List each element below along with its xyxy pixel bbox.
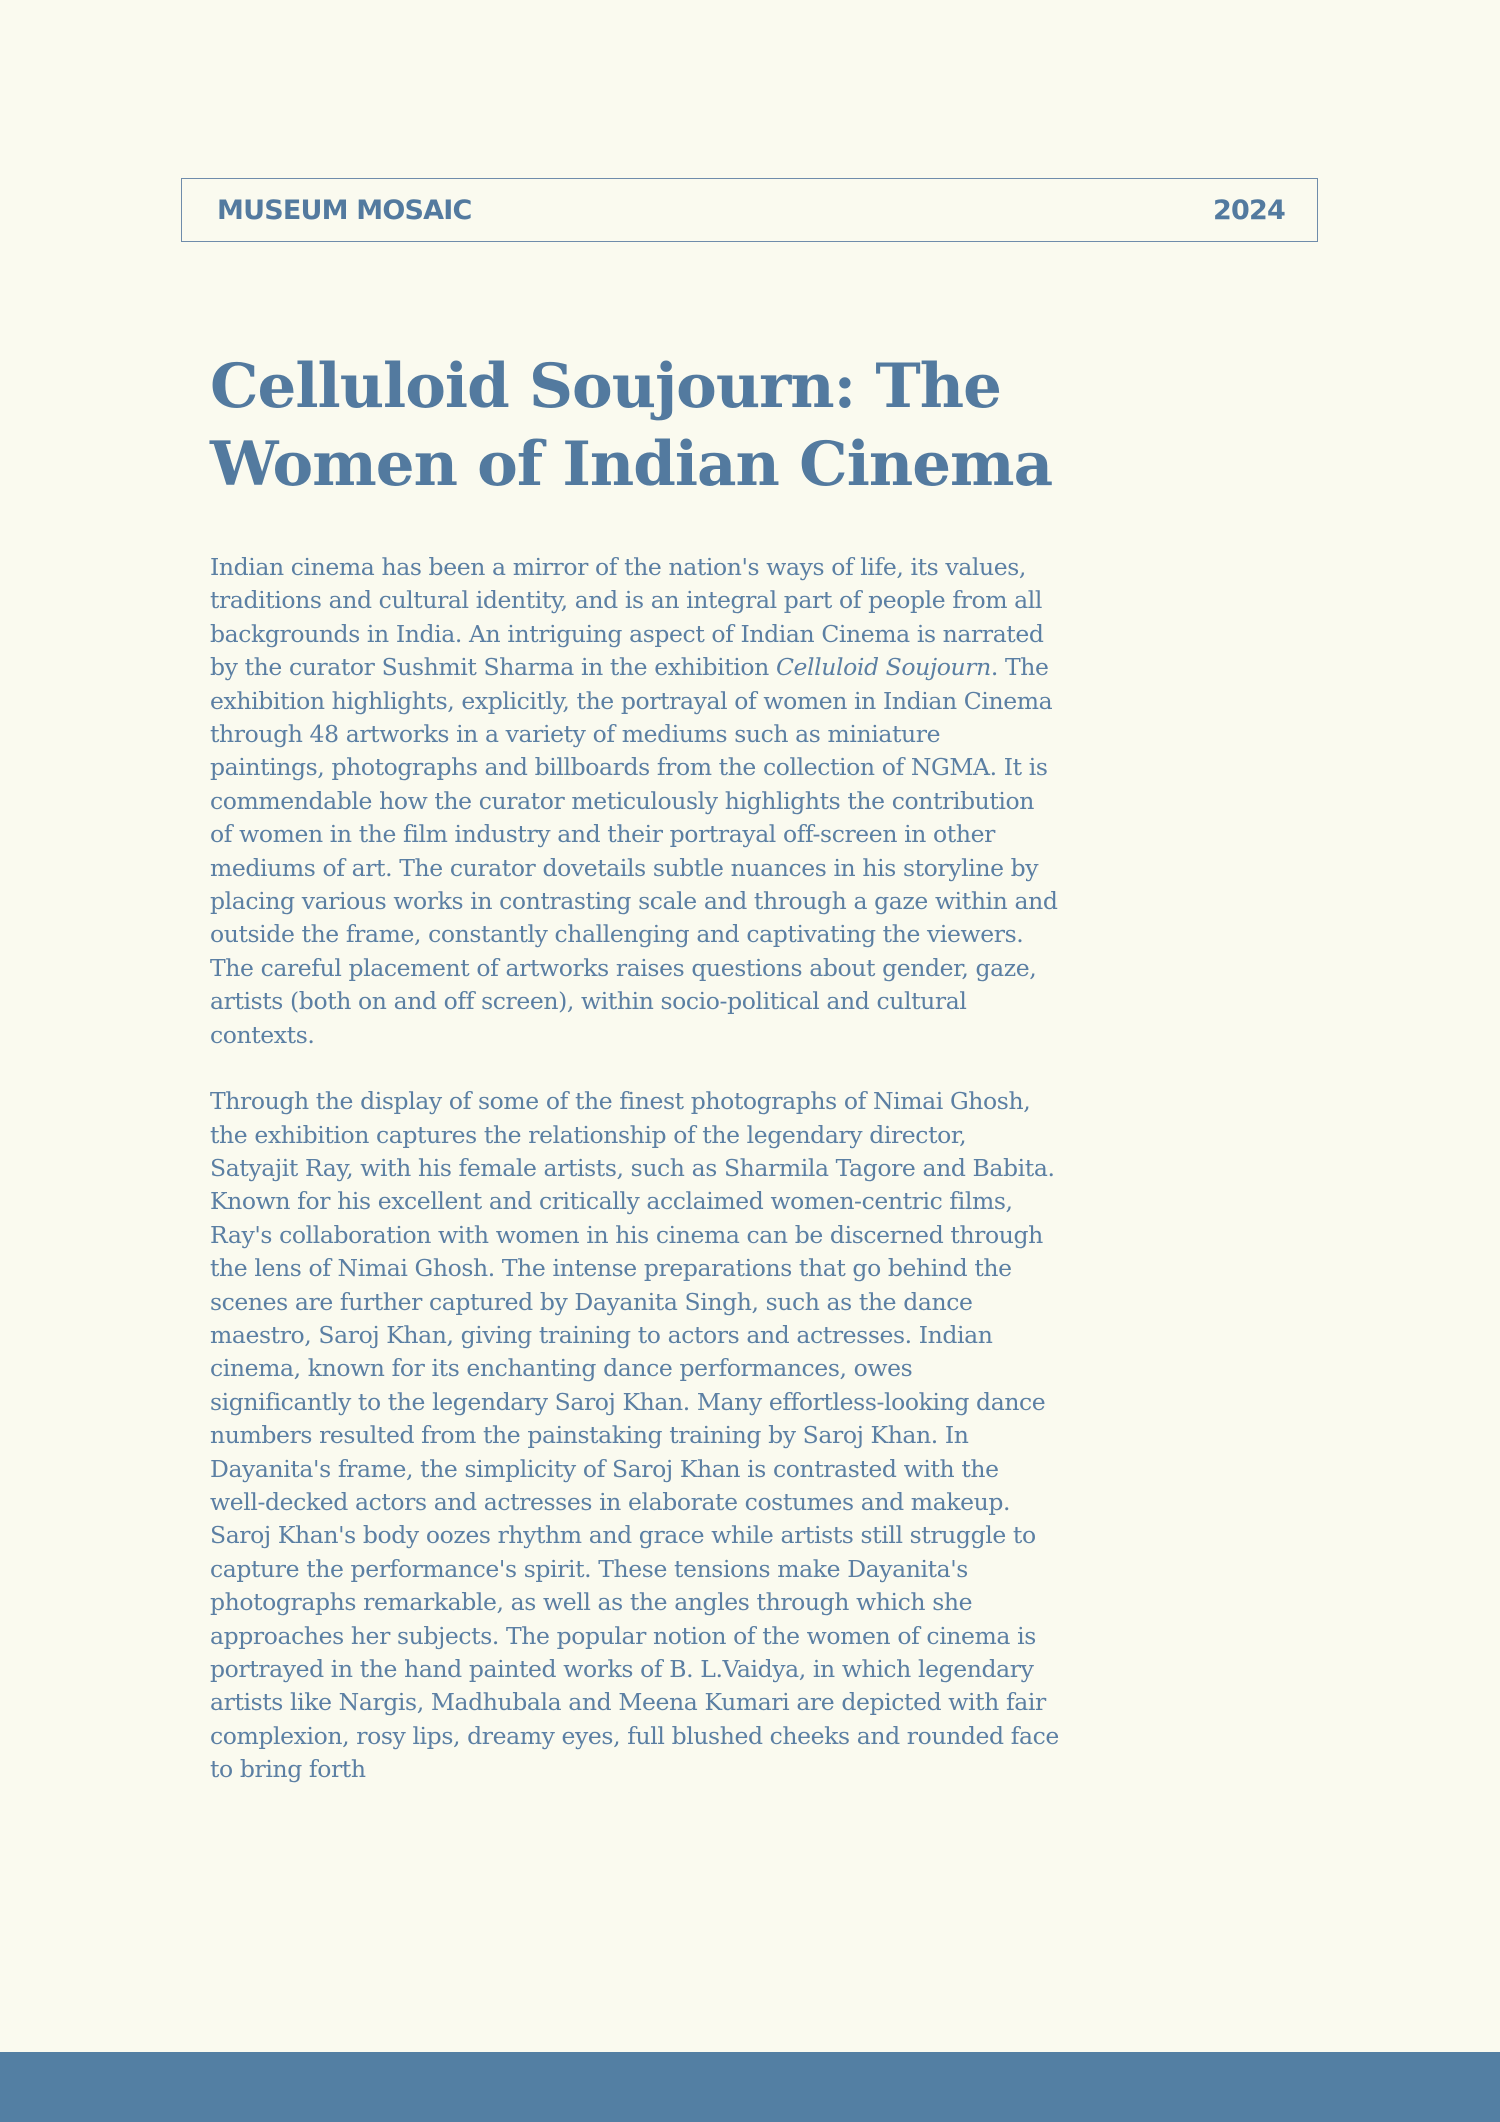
paragraph-1-text-b: . The exhibition highlights, explicitly, the portrayal of women in Indian Cinema through 48 artworks in a variety of mediums such as miniature paintings, photographs and billboards from the collection of NGMA. It is commendable how the curator meticulously highlights the contribution of women in the film industry and their portrayal off-screen in other mediums of art. The curator dovetails subtle nuances in his storyline by placing various works in contrasting scale and through a gaze within and outside the frame, constantly challenging and captivating the viewers. The careful placement of artworks raises questions about gender, gaze, artists (both on and off screen), within socio-political and cultural contexts. [210, 653, 1058, 1049]
footer-bar [0, 2052, 1500, 2122]
exhibition-name: Celluloid Soujourn [775, 653, 991, 682]
paragraph-2: Through the display of some of the finest photographs of Nimai Ghosh, the exhibition captures the relationship of the legendary director, Satyajit Ray, with his female artists, such as Sharmila Tagore and Babita. Known for his excellent and critically acclaimed women-centric films, Ray's collaboration with women in his cinema can be discerned through the lens of Nimai Ghosh. The intense preparations that go behind the scenes are further captured by Dayanita Singh, such as the dance maestro, Saroj Khan, giving training to actors and actresses. Indian cinema, known for its enchanting dance performances, owes significantly to the legendary Saroj Khan. Many effortless-looking dance numbers resulted from the painstaking training by Saroj Khan. In Dayanita's frame, the simplicity of Saroj Khan is contrasted with the well-decked actors and actresses in elaborate costumes and makeup. Saroj Khan's body oozes rhythm and grace while artists still struggle to capture the performance's spirit. These tensions make Dayanita's photographs remarkable, as well as the angles through which she approaches her subjects. The popular notion of the women of cinema is portrayed in the hand painted works of B. L.Vaidya, in which legendary artists like Nargis, Madhubala and Meena Kumari are depicted with fair complexion, rosy lips, dreamy eyes, full blushed cheeks and rounded face to bring forth [210, 1087, 1059, 1784]
article-title: Celluloid Soujourn: The Women of Indian Cinema [210, 351, 1053, 500]
publication-name: MUSEUM MOSAIC [217, 194, 472, 226]
publication-year: 2024 [1213, 194, 1285, 226]
paragraph-1-text-a: Indian cinema has been a mirror of the nation's ways of life, its values, traditions and cultural identity, and is an integral part of people from all backgrounds in India. An intriguing aspect of Indian Cinema is narrated by the curator Sushmit Sharma in the exhibition [210, 553, 1044, 682]
masthead [181, 178, 1318, 242]
paragraph-1 [210, 551, 1060, 1052]
article-body [210, 551, 1060, 1820]
